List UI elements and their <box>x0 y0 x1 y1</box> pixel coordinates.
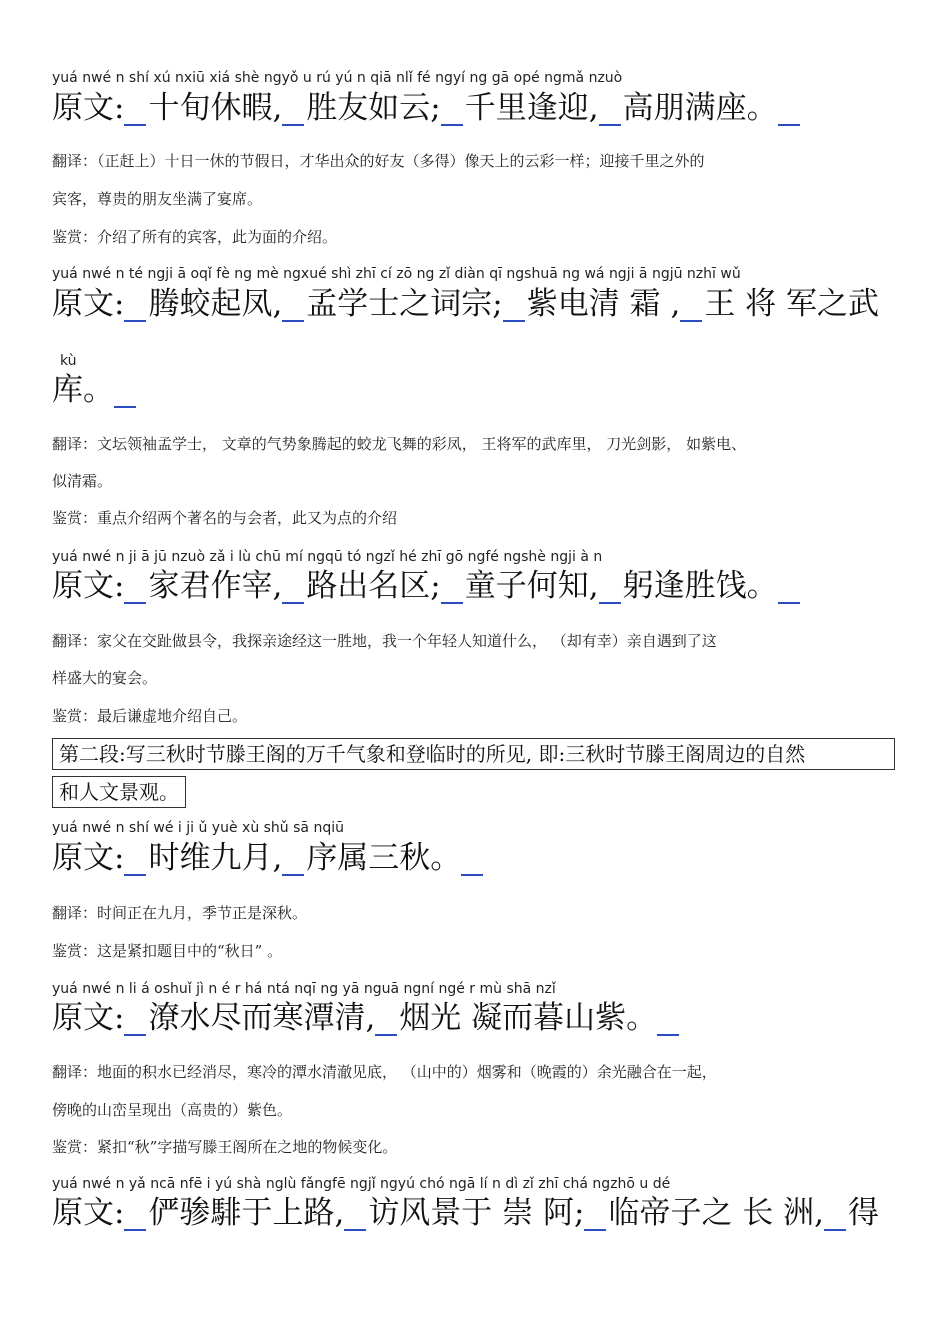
original-segment: 临帝子之 长 洲, <box>608 1195 825 1231</box>
blank-underline <box>124 844 146 876</box>
appreciation-text: 鉴赏：紧扣“秋”字描写滕王阁所在之地的物候变化。 <box>52 1138 398 1156</box>
pinyin-line: yuá nwé n yǎ ncā nfē i yú shà nglù fǎngfē ngjǐ ngyú chó ngā lí n dì zǐ zhī chá ngzhō u dé <box>52 1176 671 1192</box>
appreciation-text: 鉴赏：介绍了所有的宾客，此为面的介绍。 <box>52 228 338 246</box>
original-segment: 腾蛟起凤, <box>148 286 283 322</box>
original-segment: 烟光 凝而暮山紫。 <box>399 1000 658 1036</box>
original-text-line <box>52 286 879 322</box>
pinyin-line: yuá nwé n shí xú nxiū xiá shè ngyǒ u rú yú n qiā nlǐ fé ngyí ng gā opé ngmǎ nzuò <box>52 70 623 86</box>
appreciation-text: 鉴赏：最后谦虚地介绍自己。 <box>52 707 248 725</box>
blank-underline <box>657 1004 679 1036</box>
original-text-line <box>52 1195 879 1231</box>
blank-underline <box>503 290 525 322</box>
pinyin-line: kù <box>60 353 77 369</box>
original-label: 原文: <box>52 840 125 876</box>
blank-underline <box>124 94 146 126</box>
blank-underline <box>599 94 621 126</box>
blank-underline <box>282 290 304 322</box>
original-segment: 胜友如云; <box>306 90 441 126</box>
blank-underline <box>344 1199 366 1231</box>
section-heading-box: 第二段:写三秋时节滕王阁的万千气象和登临时的所见, 即:三秋时节滕王阁周边的自然 <box>52 738 895 770</box>
translation-text: 翻译：时间正在九月，季节正是深秋。 <box>52 904 308 922</box>
blank-underline <box>778 94 800 126</box>
pinyin-line: yuá nwé n té ngji ā oqǐ fè ng mè ngxué shì zhī cí zō ng zǐ diàn qī ngshuā ng wá ngji ā ngjū nzhī wǔ <box>52 266 741 282</box>
translation-text: 似清霜。 <box>52 472 113 490</box>
pinyin-line: yuá nwé n ji ā jū nzuò zǎ i lù chū mí ngqū tó ngzǐ hé zhī gō ngfé ngshè ngji à n <box>52 549 603 565</box>
original-text-line <box>52 90 802 126</box>
blank-underline <box>124 290 146 322</box>
translation-text: 翻译：地面的积水已经消尽，寒冷的潭水清澈见底， （山中的）烟雾和（晚霞的）余光融合在一起， <box>52 1063 717 1081</box>
translation-text: 翻译：文坛领袖孟学士， 文章的气势象腾起的蛟龙飞舞的彩凤， 王将军的武库里， 刀光剑影， 如紫电、 <box>52 435 747 453</box>
original-segment: 高朋满座。 <box>622 90 778 126</box>
blank-underline <box>778 572 800 604</box>
blank-underline <box>282 572 304 604</box>
translation-text: 傍晚的山峦呈现出（高贵的）紫色。 <box>52 1101 293 1119</box>
original-segment: 潦水尽而寒潭清, <box>148 1000 376 1036</box>
blank-underline <box>584 1199 606 1231</box>
blank-underline <box>441 94 463 126</box>
original-segment: 十旬休暇, <box>148 90 283 126</box>
translation-text: 翻译：家父在交趾做县令，我探亲途经这一胜地，我一个年轻人知道什么， （却有幸）亲自遇到了这 <box>52 632 717 650</box>
blank-underline <box>114 376 136 408</box>
blank-underline <box>124 1004 146 1036</box>
original-label: 原文: <box>52 90 125 126</box>
original-segment: 访风景于 崇 阿; <box>368 1195 585 1231</box>
original-text-line <box>52 1000 681 1036</box>
pinyin-line: yuá nwé n shí wé i ji ǔ yuè xù shǔ sā nqiū <box>52 820 344 836</box>
section-heading-box: 和人文景观。 <box>52 776 186 808</box>
translation-text: 样盛大的宴会。 <box>52 669 158 687</box>
original-segment: 路出名区; <box>306 568 441 604</box>
blank-underline <box>441 572 463 604</box>
blank-underline <box>824 1199 846 1231</box>
appreciation-text: 鉴赏：这是紧扣题目中的“秋日” 。 <box>52 942 283 960</box>
blank-underline <box>124 572 146 604</box>
original-segment: 千里逢迎, <box>464 90 599 126</box>
original-segment: 时维九月, <box>148 840 283 876</box>
original-segment: 库。 <box>52 372 114 408</box>
blank-underline <box>461 844 483 876</box>
original-label: 原文: <box>52 1000 125 1036</box>
translation-text: 宾客，尊贵的朋友坐满了宴席。 <box>52 190 263 208</box>
original-text-line <box>52 372 138 408</box>
original-segment: 童子何知, <box>464 568 599 604</box>
blank-underline <box>282 844 304 876</box>
pinyin-line: yuá nwé n li á oshuǐ jì n é r há ntá nqī ng yā nguā ngní ngé r mù shā nzǐ <box>52 981 556 997</box>
original-text-line <box>52 568 802 604</box>
original-label: 原文: <box>52 1195 125 1231</box>
blank-underline <box>680 290 702 322</box>
original-segment: 序属三秋。 <box>306 840 462 876</box>
blank-underline <box>375 1004 397 1036</box>
original-segment: 王 将 军之武 <box>704 286 880 322</box>
original-label: 原文: <box>52 286 125 322</box>
translation-text: 翻译：（正赶上）十日一休的节假日，才华出众的好友（多得）像天上的云彩一样；迎接千里之外的 <box>52 152 705 170</box>
original-segment: 紫电清 霜 , <box>526 286 681 322</box>
blank-underline <box>124 1199 146 1231</box>
appreciation-text: 鉴赏：重点介绍两个著名的与会者，此又为点的介绍 <box>52 509 398 527</box>
original-text-line <box>52 840 485 876</box>
blank-underline <box>599 572 621 604</box>
original-segment: 家君作宰, <box>148 568 283 604</box>
original-label: 原文: <box>52 568 125 604</box>
original-segment: 孟学士之词宗; <box>306 286 503 322</box>
original-segment: 躬逢胜饯。 <box>622 568 778 604</box>
blank-underline <box>282 94 304 126</box>
original-segment: 俨骖騑于上路, <box>148 1195 345 1231</box>
original-segment: 得 <box>848 1195 880 1231</box>
